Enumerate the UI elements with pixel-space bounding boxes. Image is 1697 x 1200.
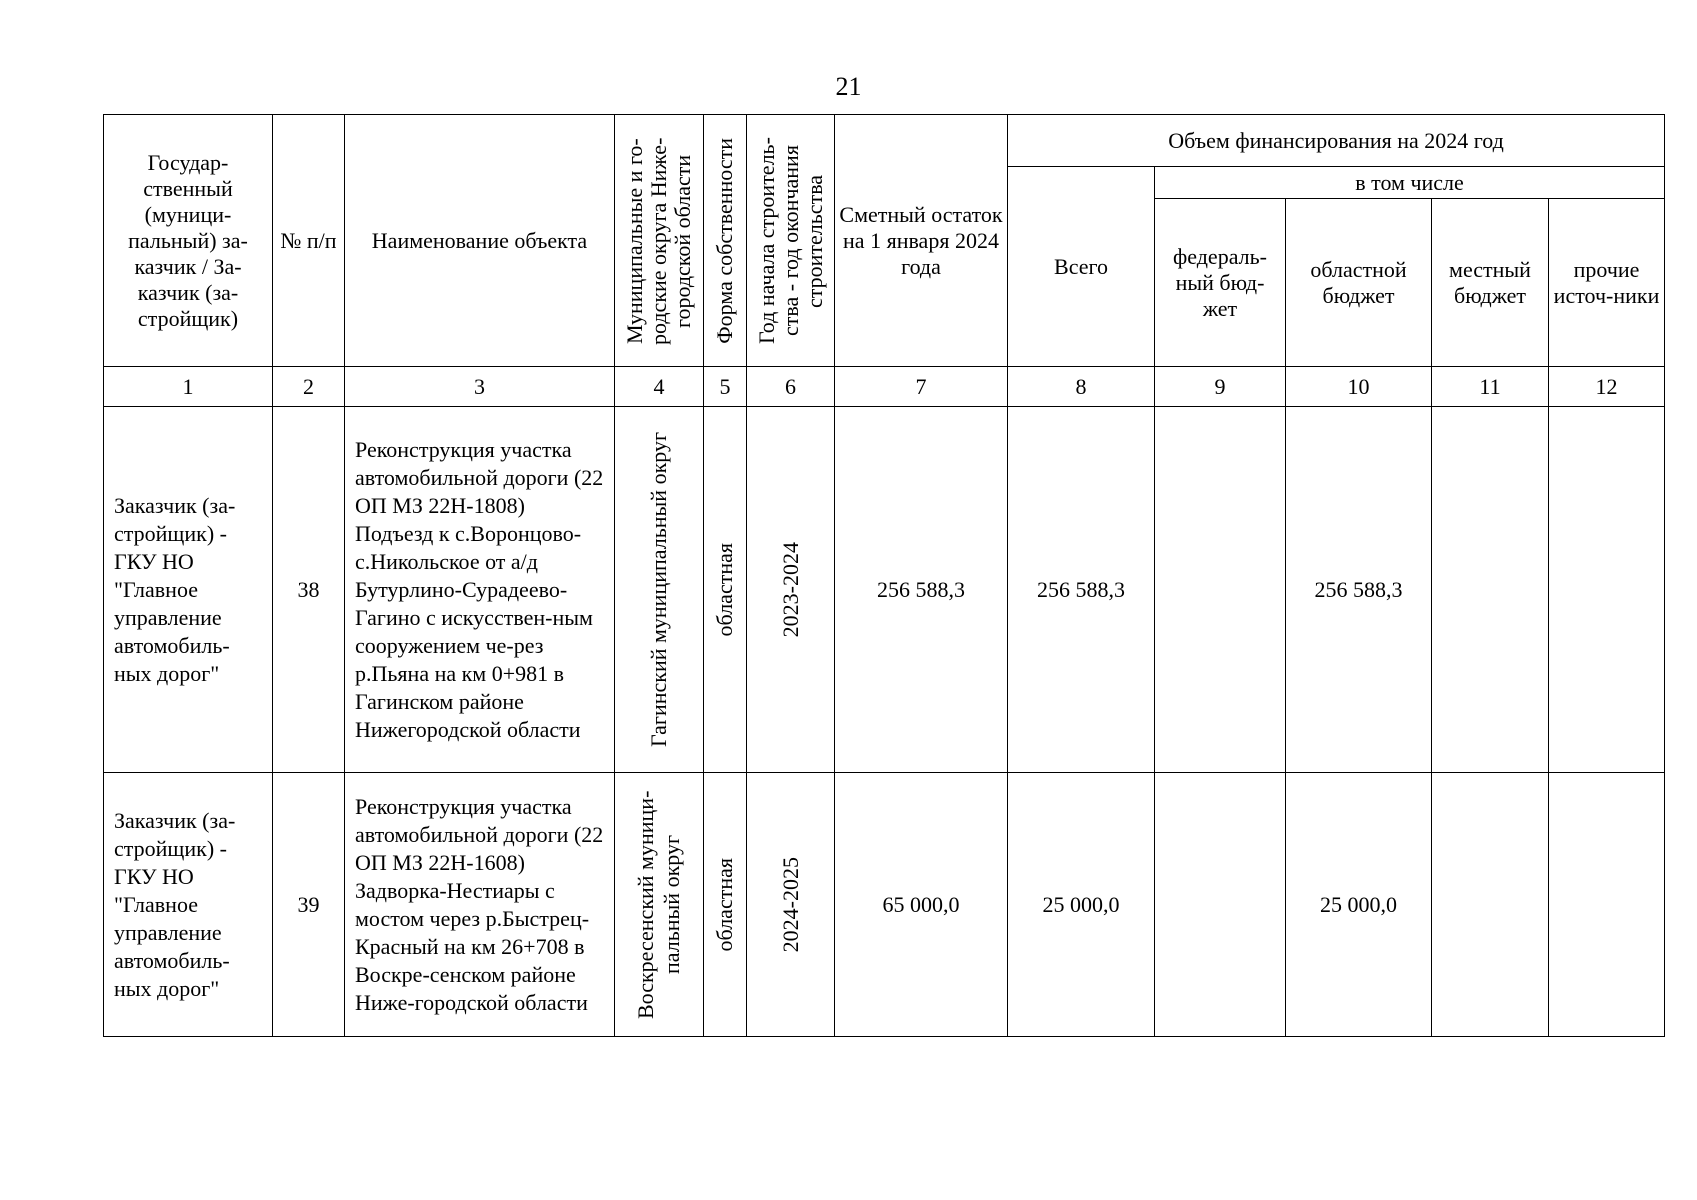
header-municipal-text: Муниципальные и го-родские округа Ниже-городской области [622,136,695,345]
row-local [1432,407,1549,773]
header-federal: федераль-ный бюд-жет [1155,199,1286,367]
row-number: 38 [273,407,345,773]
row-ownership-text: областная [712,857,737,952]
row-years [747,773,835,1037]
header-estimate: Сметный остаток на 1 января 2024 года [835,115,1008,367]
row-estimate: 65 000,0 [835,773,1008,1037]
row-object-name: Реконструкция участка автомобильной дороги (22 ОП МЗ 22Н-1608) Задворка-Нестиары с мостом через р.Быстрец-Красный на км 26+708 в Воскре-сенском районе Ниже-городской области [345,773,615,1037]
column-number: 9 [1155,367,1286,407]
column-number: 12 [1549,367,1665,407]
row-years-text: 2024-2025 [777,856,803,953]
header-total: Всего [1008,167,1155,367]
financing-table [103,114,1665,1037]
row-regional: 256 588,3 [1286,407,1432,773]
column-number: 1 [104,367,273,407]
row-federal [1155,407,1286,773]
row-local [1432,773,1549,1037]
column-number-row [104,367,1665,407]
row-other [1549,773,1665,1037]
column-number: 8 [1008,367,1155,407]
row-municipal-text: Воскресенский муници-пальный округ [633,790,684,1019]
table-row [104,407,1665,773]
row-ownership-text: областная [712,542,737,637]
row-municipal [615,407,704,773]
header-number: № п/п [273,115,345,367]
header-other: прочие источ-ники [1549,199,1665,367]
row-total: 256 588,3 [1008,407,1155,773]
header-row-1 [104,115,1665,167]
header-municipal [615,115,704,367]
page-number: 21 [835,72,862,101]
row-federal [1155,773,1286,1037]
row-ownership [704,407,747,773]
row-number: 39 [273,773,345,1037]
header-regional: областной бюджет [1286,199,1432,367]
column-number: 7 [835,367,1008,407]
header-ownership [704,115,747,367]
header-years [747,115,835,367]
header-local: местный бюджет [1432,199,1549,367]
header-object-name: Наименование объекта [345,115,615,367]
column-number: 6 [747,367,835,407]
row-regional: 25 000,0 [1286,773,1432,1037]
header-years-text: Год начала строитель-ства - год окончания строительства [753,137,827,344]
header-customer: Государ-ственный (муници-пальный) за-казчик / За-казчик (за-стройщик) [104,115,273,367]
header-funding: Объем финансирования на 2024 год [1008,115,1665,167]
row-municipal [615,773,704,1037]
column-number: 4 [615,367,704,407]
row-ownership [704,773,747,1037]
row-years-text: 2023-2024 [777,541,803,638]
column-number: 2 [273,367,345,407]
row-object-name: Реконструкция участка автомобильной дороги (22 ОП МЗ 22Н-1808) Подъезд к с.Воронцово-с.Никольское от а/д Бутурлино-Сурадеево-Гагино с искусствен-ным сооружением че-рез р.Пьяна на км 0+981 в Гагинском районе Нижегородской области [345,407,615,773]
row-other [1549,407,1665,773]
column-number: 11 [1432,367,1549,407]
header-ownership-text: Форма собственности [712,137,737,344]
column-number: 3 [345,367,615,407]
row-total: 25 000,0 [1008,773,1155,1037]
row-estimate: 256 588,3 [835,407,1008,773]
row-municipal-text: Гагинский муниципальный округ [646,431,671,747]
header-including: в том числе [1155,167,1665,199]
row-customer: Заказчик (за-стройщик) - ГКУ НО "Главное управление автомобиль-ных дорог" [104,773,273,1037]
row-years [747,407,835,773]
table-row [104,773,1665,1037]
column-number: 10 [1286,367,1432,407]
column-number: 5 [704,367,747,407]
row-customer: Заказчик (за-стройщик) - ГКУ НО "Главное управление автомобиль-ных дорог" [104,407,273,773]
